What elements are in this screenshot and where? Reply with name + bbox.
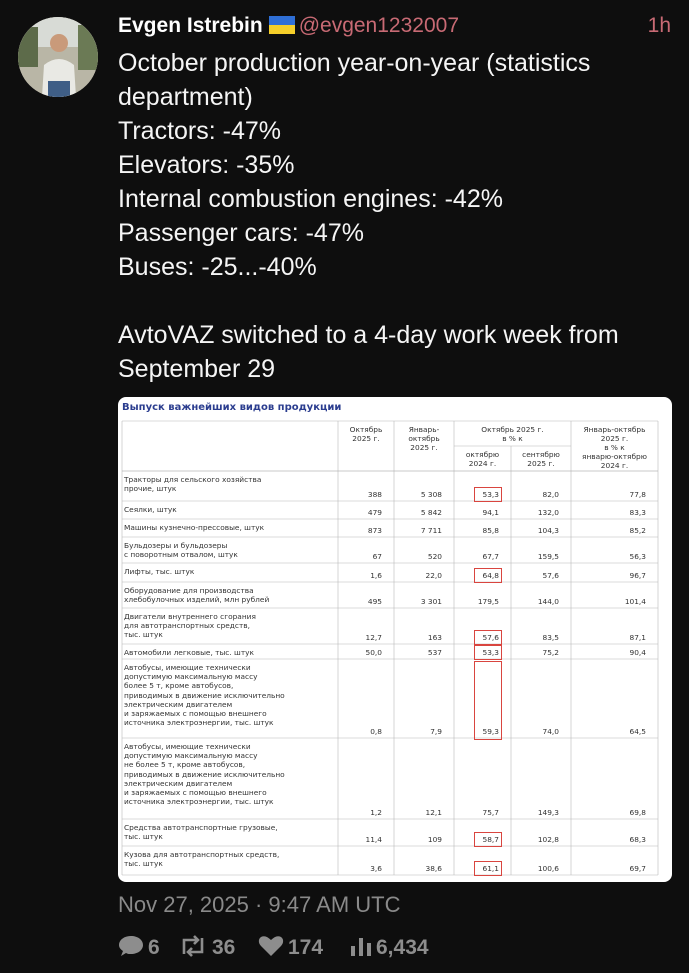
table-row-label: Автобусы, имеющие технически bbox=[124, 663, 251, 672]
table-row-label: тыс. штук bbox=[124, 859, 163, 869]
table-cell-value: 53,3 bbox=[482, 490, 499, 499]
table-row-label: Оборудование для производства bbox=[124, 586, 254, 595]
table-cell-value: 7,9 bbox=[430, 727, 442, 736]
post-text-line: AvtoVAZ switched to a 4-day work week from bbox=[118, 321, 619, 349]
table-cell-value: 58,7 bbox=[482, 835, 499, 844]
table-cell-value: 102,8 bbox=[537, 835, 559, 844]
table-cell-value: 82,0 bbox=[542, 490, 559, 499]
table-header-cell: октябрю bbox=[465, 450, 500, 459]
post-text-line: Internal combustion engines: -42% bbox=[118, 185, 503, 213]
table-cell-value: 90,4 bbox=[629, 648, 646, 657]
table-header-cell: 2025 г. bbox=[527, 459, 555, 469]
table-cell-value: 38,6 bbox=[425, 864, 442, 873]
table-header-cell: 2024 г. bbox=[468, 459, 497, 469]
table-header-cell: в % к bbox=[604, 443, 625, 452]
table-header-cell: 2025 г. bbox=[352, 434, 380, 444]
post-text-line: September 29 bbox=[118, 355, 276, 383]
reply-count: 6 bbox=[148, 936, 160, 959]
table-cell-value: 1,6 bbox=[370, 571, 382, 580]
table-cell-value: 77,8 bbox=[629, 490, 646, 499]
table-row-label: с поворотным отвалом, штук bbox=[124, 550, 238, 560]
table-row-label: Автобусы, имеющие технически bbox=[124, 742, 251, 751]
table-row-label: для автотранспортных средств, bbox=[124, 621, 250, 631]
table-cell-value: 96,7 bbox=[629, 571, 646, 580]
table-cell-value: 159,5 bbox=[537, 552, 559, 561]
highlight-box bbox=[474, 568, 502, 583]
table-header-cell: Октябрь 2025 г. bbox=[481, 425, 544, 434]
table-cell-value: 388 bbox=[367, 490, 382, 499]
table-row-label: Двигатели внутреннего сгорания bbox=[124, 612, 256, 621]
table-cell-value: 61,1 bbox=[482, 864, 499, 873]
table-row-label: и заряжаемых с помощью внешнего bbox=[124, 709, 267, 718]
table-cell-value: 83,3 bbox=[629, 508, 646, 517]
table-cell-value: 520 bbox=[427, 552, 442, 561]
table-cell-value: 537 bbox=[427, 648, 442, 657]
table-cell-value: 3 301 bbox=[420, 597, 442, 606]
highlight-box bbox=[474, 645, 502, 660]
table-cell-value: 87,1 bbox=[629, 633, 646, 642]
table-cell-value: 149,3 bbox=[537, 808, 559, 817]
table-cell-value: 101,4 bbox=[624, 597, 646, 606]
table-row-label: Машины кузнечно-прессовые, штук bbox=[124, 523, 265, 532]
post-text-line: department) bbox=[118, 83, 253, 111]
table-header-cell: 2025 г. bbox=[600, 434, 629, 443]
post-time[interactable]: 1h bbox=[647, 14, 671, 37]
table-cell-value: 100,6 bbox=[537, 864, 559, 873]
table-cell-value: 50,0 bbox=[365, 648, 382, 657]
table-cell-value: 3,6 bbox=[370, 864, 382, 873]
table-header-cell: 2025 г. bbox=[410, 443, 438, 453]
highlight-box bbox=[474, 832, 502, 847]
table-header-cell: январю-октябрю bbox=[582, 452, 647, 461]
post-text-line bbox=[118, 284, 678, 318]
speech-bubble-icon bbox=[118, 934, 144, 958]
highlight-box bbox=[474, 487, 502, 502]
table-header-cell: Октябрь bbox=[349, 425, 383, 434]
table-row-label: приводимых в движение исключительно bbox=[124, 769, 285, 779]
table-row-label: Сеялки, штук bbox=[124, 505, 177, 514]
table-cell-value: 0,8 bbox=[370, 727, 382, 736]
repost-icon bbox=[178, 934, 208, 958]
table-row-label: Бульдозеры и бульдозеры bbox=[124, 541, 228, 550]
table-header-cell: октябрь bbox=[408, 434, 440, 444]
table-row-label: допустимую максимальную массу bbox=[124, 672, 258, 682]
table-cell-value: 5 842 bbox=[420, 508, 442, 517]
table-cell-value: 22,0 bbox=[425, 571, 442, 580]
table-row-label: тыс. штук bbox=[124, 630, 163, 640]
table-row-label: источника электроэнергии, тыс. штук bbox=[124, 797, 274, 807]
table-cell-value: 12,7 bbox=[365, 633, 382, 642]
table-row-label: электрическим двигателем bbox=[124, 699, 233, 709]
post-text-line: Buses: -25...-40% bbox=[118, 253, 317, 281]
table-row-label: тыс. штук bbox=[124, 832, 163, 842]
table-row-label: Лифты, тыс. штук bbox=[124, 567, 195, 576]
table-cell-value: 11,4 bbox=[365, 835, 382, 844]
table-row-label: Автомобили легковые, тыс. штук bbox=[124, 648, 254, 657]
table-cell-value: 75,7 bbox=[482, 808, 499, 817]
table-header-cell: сентябрю bbox=[522, 450, 560, 459]
table-cell-value: 75,2 bbox=[542, 648, 559, 657]
highlight-box bbox=[474, 661, 502, 740]
table-cell-value: 495 bbox=[367, 597, 382, 606]
table-row-label: источника электроэнергии, тыс. штук bbox=[124, 718, 274, 728]
table-header-cell: Январь- bbox=[408, 425, 440, 434]
table-row-label: допустимую максимальную массу bbox=[124, 751, 258, 761]
table-row-label: и заряжаемых с помощью внешнего bbox=[124, 788, 267, 797]
like-action[interactable] bbox=[258, 934, 323, 960]
table-cell-value: 5 308 bbox=[420, 490, 442, 499]
heart-icon bbox=[258, 934, 284, 958]
table-header-cell: 2024 г. bbox=[600, 461, 629, 470]
table-row-label: хлебобулочных изделий, млн рублей bbox=[124, 595, 270, 605]
table-cell-value: 57,6 bbox=[482, 633, 499, 642]
table-cell-value: 67,7 bbox=[482, 552, 499, 561]
highlight-box bbox=[474, 630, 502, 645]
attached-image[interactable] bbox=[118, 397, 672, 882]
bar-chart-icon bbox=[350, 934, 372, 958]
author-name[interactable]: Evgen Istrebin bbox=[118, 14, 263, 37]
table-cell-value: 479 bbox=[367, 508, 382, 517]
table-header-cell: в % к bbox=[502, 434, 523, 444]
table-header-cell: Январь-октябрь bbox=[583, 425, 646, 434]
table-cell-value: 85,8 bbox=[482, 526, 499, 535]
highlight-box bbox=[474, 861, 502, 876]
table-cell-value: 873 bbox=[367, 526, 382, 535]
repost-count: 36 bbox=[212, 936, 236, 959]
repost-action[interactable] bbox=[178, 934, 235, 960]
table-row-label: Кузова для автотранспортных средств, bbox=[124, 850, 280, 859]
table-cell-value: 53,3 bbox=[482, 648, 499, 657]
post-text bbox=[118, 46, 678, 386]
author-avatar[interactable] bbox=[18, 17, 98, 97]
table-cell-value: 104,3 bbox=[537, 526, 559, 535]
post-text-line: October production year-on-year (statistics bbox=[118, 49, 591, 77]
table-row-label: прочие, штук bbox=[124, 484, 177, 494]
table-cell-value: 7 711 bbox=[420, 526, 442, 535]
table-cell-value: 59,3 bbox=[482, 727, 499, 736]
post-header bbox=[118, 14, 671, 44]
ukraine-flag-icon bbox=[269, 16, 295, 40]
post-text-line: Elevators: -35% bbox=[118, 151, 295, 179]
view-count: 6,434 bbox=[376, 936, 429, 959]
table-cell-value: 83,5 bbox=[542, 633, 559, 642]
like-count: 174 bbox=[288, 936, 324, 959]
table-cell-value: 179,5 bbox=[477, 597, 499, 606]
reply-action[interactable] bbox=[118, 934, 160, 960]
table-cell-value: 67 bbox=[372, 552, 382, 561]
views-action[interactable] bbox=[350, 934, 429, 960]
table-cell-value: 132,0 bbox=[537, 508, 559, 517]
post-text-line: Tractors: -47% bbox=[118, 117, 282, 145]
table-cell-value: 12,1 bbox=[425, 808, 442, 817]
table-cell-value: 69,8 bbox=[629, 808, 646, 817]
table-cell-value: 109 bbox=[427, 835, 442, 844]
post-timestamp[interactable]: Nov 27, 2025 · 9:47 AM UTC bbox=[118, 892, 401, 917]
table-row-label: электрическим двигателем bbox=[124, 778, 233, 788]
post-text-line: Passenger cars: -47% bbox=[118, 219, 364, 247]
table-row-label: более 5 т, кроме автобусов, bbox=[124, 681, 234, 691]
table-row-label: приводимых в движение исключительно bbox=[124, 690, 285, 700]
table-title: Выпуск важнейших видов продукции bbox=[122, 402, 342, 413]
table-cell-value: 68,3 bbox=[629, 835, 646, 844]
table-row-label: Средства автотранспортные грузовые, bbox=[124, 823, 278, 832]
table-cell-value: 163 bbox=[427, 633, 442, 642]
table-cell-value: 57,6 bbox=[542, 571, 559, 580]
table-cell-value: 1,2 bbox=[370, 808, 382, 817]
table-cell-value: 56,3 bbox=[629, 552, 646, 561]
table-cell-value: 94,1 bbox=[482, 508, 499, 517]
table-cell-value: 85,2 bbox=[629, 526, 646, 535]
author-handle[interactable]: @evgen1232007 bbox=[298, 14, 459, 37]
table-cell-value: 64,8 bbox=[482, 571, 499, 580]
table-row-label: Тракторы для сельского хозяйства bbox=[124, 475, 262, 484]
table-cell-value: 64,5 bbox=[629, 727, 646, 736]
table-cell-value: 74,0 bbox=[542, 727, 559, 736]
table-cell-value: 69,7 bbox=[629, 864, 646, 873]
avatar-photo bbox=[18, 17, 98, 97]
table-cell-value: 144,0 bbox=[537, 597, 559, 606]
table-row-label: не более 5 т, кроме автобусов, bbox=[124, 760, 246, 770]
